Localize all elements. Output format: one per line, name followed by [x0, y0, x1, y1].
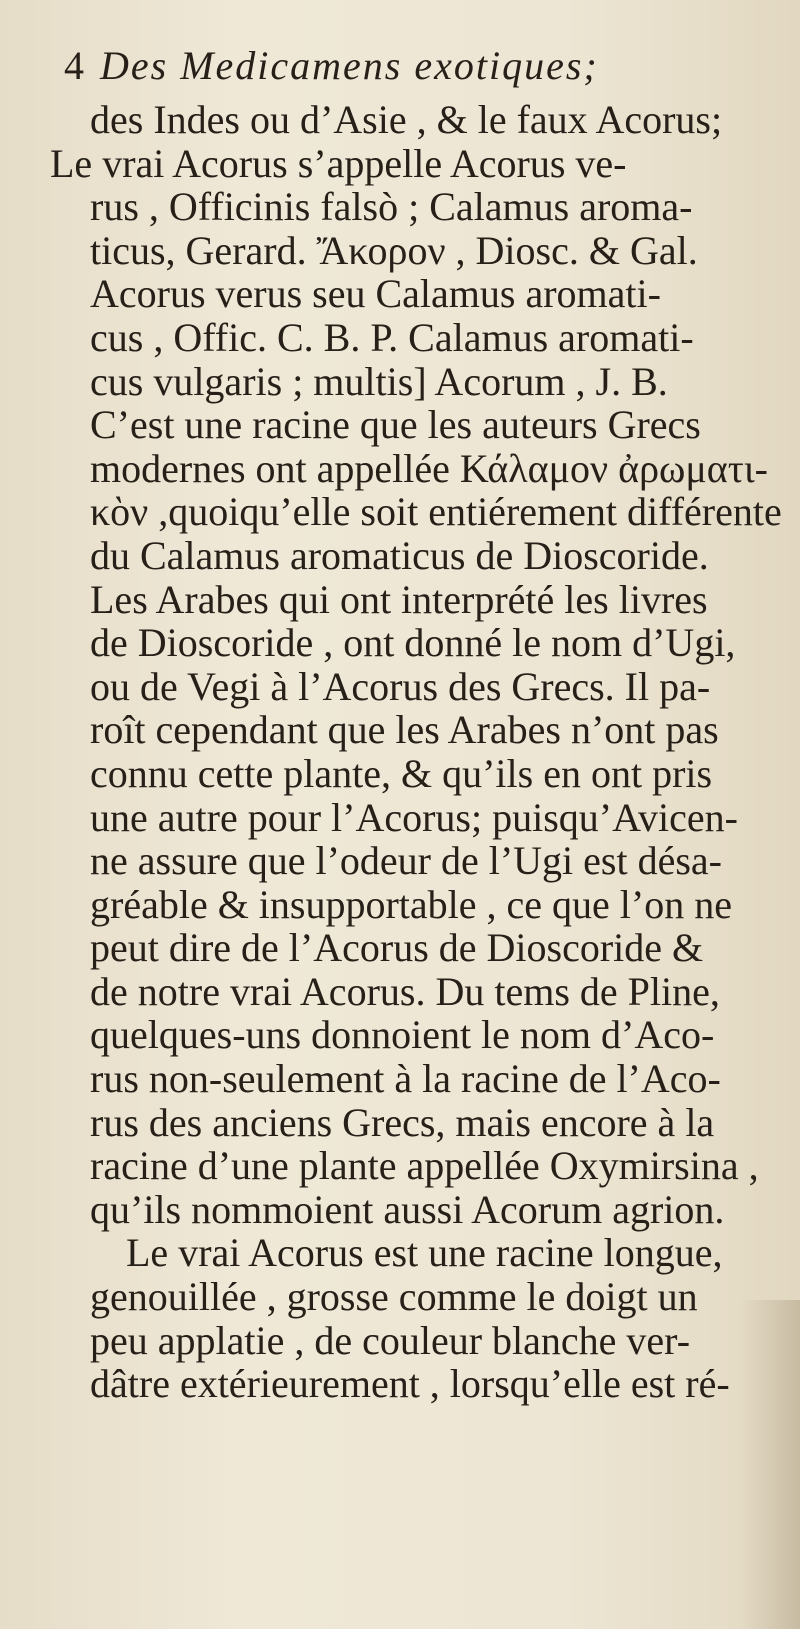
text-line: rus , Officinis falsò ; Calamus aroma-	[90, 184, 693, 230]
text-line: ticus, Gerard. Ἄκορον , Diosc. & Gal.	[90, 227, 698, 273]
text-line: gréable & insupportable , ce que l’on ne	[90, 881, 732, 927]
text-line: rus non-seulement à la racine de l’Aco-	[90, 1056, 721, 1102]
text-line: κὸν ,quoiqu’elle soit entiérement différente	[90, 489, 782, 535]
text-line: Le vrai Acorus est une racine longue,	[126, 1230, 723, 1276]
text-line: une autre pour l’Acorus; puisqu’Avicen-	[90, 794, 738, 840]
text-line: racine d’une plante appellée Oxymirsina ,	[90, 1143, 759, 1189]
text-line: des Indes ou d’Asie , & le faux Acorus;	[90, 97, 723, 142]
text-line: de Dioscoride , ont donné le nom d’Ugi,	[90, 620, 736, 666]
text-line: du Calamus aromaticus de Dioscoride.	[90, 532, 709, 578]
text-line: quelques-uns donnoient le nom d’Aco-	[90, 1012, 715, 1058]
text-line: ne assure que l’odeur de l’Ugi est désa-	[90, 838, 722, 884]
text-line: genouillée , grosse comme le doigt un	[90, 1274, 698, 1320]
text-line: cus , Offic. C. B. P. Calamus aromati-	[90, 314, 694, 360]
text-line: dâtre extérieurement , lorsqu’elle est ré-	[90, 1361, 730, 1407]
text-line: Le vrai Acorus s’appelle Acorus ve-	[50, 140, 627, 186]
text-line: rus des anciens Grecs, mais encore à la	[90, 1099, 715, 1145]
text-line: peu applatie , de couleur blanche ver-	[90, 1317, 691, 1363]
page-number: 4	[64, 43, 86, 88]
text-line: de notre vrai Acorus. Du tems de Pline,	[90, 968, 720, 1014]
text-line: cus vulgaris ; multis] Acorum , J. B.	[90, 358, 668, 404]
running-header	[64, 40, 764, 92]
text-line: ou de Vegi à l’Acorus des Grecs. Il pa-	[90, 663, 711, 709]
text-line: roît cependant que les Arabes n’ont pas	[90, 707, 719, 753]
text-line: modernes ont appellée Κάλαμον ἀρωματι-	[90, 445, 768, 491]
text-line: Les Arabes qui ont interprété les livres	[90, 576, 708, 622]
text-line: C’est une racine que les auteurs Grecs	[90, 402, 701, 448]
text-line: peut dire de l’Acorus de Dioscoride &	[90, 925, 704, 971]
text-line: qu’ils nommoient aussi Acorum agrion.	[90, 1186, 725, 1232]
text-line: Acorus verus seu Calamus aromati-	[90, 271, 661, 317]
running-title: Des Medicamens exotiques;	[100, 43, 599, 88]
text-body	[50, 97, 782, 1407]
text-line: connu cette plante, & qu’ils en ont pris	[90, 750, 713, 796]
